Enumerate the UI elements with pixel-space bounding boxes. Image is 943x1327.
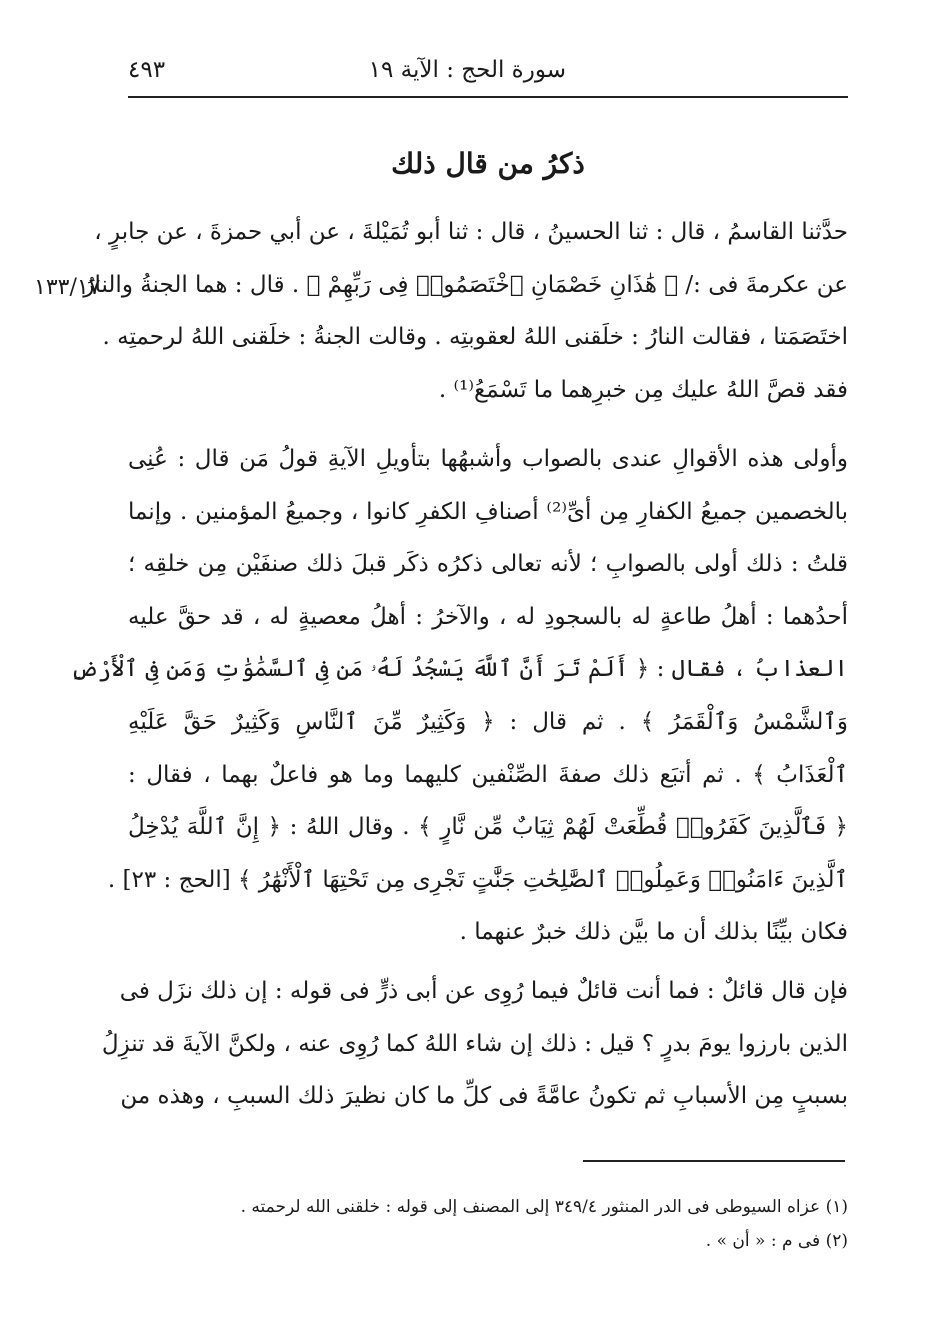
text-line: بالخصمين جميعُ الكفارِ مِن أىِّ⁽²⁾ أصنافِ الكفرِ كانوا ، وجميعُ المؤمنين . وإنما: [128, 498, 848, 525]
page-header: [128, 50, 848, 94]
text-line: ٱلْعَذَابُ ﴾ . ثم أتبَع ذلك صفةَ الصِّنْفين كليهما وما هو فاعلٌ بهما ، فقال :: [128, 761, 848, 788]
running-title: سورة الحج : الآية ١٩: [368, 57, 566, 83]
text-line: حدَّثنا القاسمُ ، قال : ثنا الحسينُ ، قال : ثنا أبو تُمَيْلةَ ، عن أبي حمزةَ ، عن جابرٍ ،: [94, 219, 848, 245]
text-line: اختَصَمَتا ، فقالت النارُ : خلَقنى اللهُ لعقوبتِه . وقالت الجنةُ : خلَقنى اللهُ لرحمتِه .: [102, 324, 848, 351]
paragraph-2: [70, 433, 848, 959]
text-line: فقد قصَّ اللهُ عليك مِن خبرِهما ما تَسْمَعُ⁽¹⁾ .: [438, 376, 848, 403]
header-divider: [128, 96, 848, 98]
section-heading: ذكرُ من قال ذلك: [391, 147, 585, 180]
text-line: ٱلَّذِينَ ءَامَنُوا۟ وَعَمِلُوا۟ ٱلصَّٰلِحَٰتِ جَنَّٰتٍ تَجْرِى مِن تَحْتِهَا ٱلْأَنْهَٰرُ ﴾ [الحج : ٢٣] .: [107, 866, 848, 893]
text-line: وأولى هذه الأقوالِ عندى بالصواب وأشبهُها بتأويلِ الآيةِ قولُ مَن قال : عُنِى: [128, 446, 848, 472]
text-line: العذابُ ، فقال : ﴿ أَلَمْ تَرَ أَنَّ ٱللَّهَ يَسْجُدُ لَهُۥ مَن فِى ٱلسَّمَٰوَٰتِ وَمَن فِى ٱلْأَرْضِ: [70, 656, 848, 683]
text-line: فكان بيِّنًا بذلك أن ما بيَّن ذلك خبرٌ عنهما .: [459, 919, 848, 946]
footnote-1: (١) عزاه السيوطى فى الدر المنثور ٣٤٩/٤ إلى المصنف إلى قوله : خلقنى الله لرحمته .: [240, 1197, 848, 1217]
footnote-divider: [583, 1160, 845, 1162]
text-line: عن عكرمةَ فى :/ ﴿ هَٰذَانِ خَصْمَانِ ٱخْتَصَمُوا۟ فِى رَبِّهِمْ ﴾ . قال : هما الجنةُ والنارُ: [83, 271, 848, 298]
text-line: الذين بارزوا يومَ بدرٍ ؟ قيل : ذلك إن شاء اللهُ كما رُوِى عنه ، ولكنَّ الآيةَ قد تنزِلُ: [101, 1030, 848, 1057]
paragraph-1: [83, 206, 848, 416]
text-line: بسببٍ مِن الأسبابِ ثم تكونُ عامَّةً فى كلِّ ما كان نظيرَ ذلك السببِ ، وهذه من: [120, 1083, 848, 1110]
margin-reference: ١٣٣/١٧: [34, 275, 101, 300]
footnote-2: (٢) فى م : « أن » .: [705, 1231, 848, 1251]
footnotes: [160, 1190, 848, 1258]
text-line: وَٱلشَّمْسُ وَٱلْقَمَرُ ﴾ . ثم قال : ﴿ وَكَثِيرٌ مِّنَ ٱلنَّاسِ وَكَثِيرٌ حَقَّ عَلَيْهِ: [128, 708, 848, 735]
text-line: ﴿ فَٱلَّذِينَ كَفَرُوا۟ قُطِّعَتْ لَهُمْ ثِيَابٌ مِّن نَّارٍ ﴾ . وقال اللهُ : ﴿ إِنَّ ٱللَّهَ يُدْخِلُ: [128, 814, 848, 841]
text-line: أحدُهما : أهلُ طاعةٍ له بالسجودِ له ، والآخرُ : أهلُ معصيةٍ له ، قد حقَّ عليه: [128, 603, 848, 630]
text-line: فإن قال قائلٌ : فما أنت قائلٌ فيما رُوِى عن أبى ذرٍّ فى قوله : إن ذلك نزَل فى: [119, 978, 848, 1004]
paragraph-3: [101, 965, 848, 1123]
page-number: ٤٩٣: [128, 57, 166, 83]
text-line: قلتُ : ذلك أولى بالصوابِ ؛ لأنه تعالى ذكرُه ذكَر قبلَ ذلك صنفَيْن مِن خلقِه ؛: [128, 551, 848, 578]
